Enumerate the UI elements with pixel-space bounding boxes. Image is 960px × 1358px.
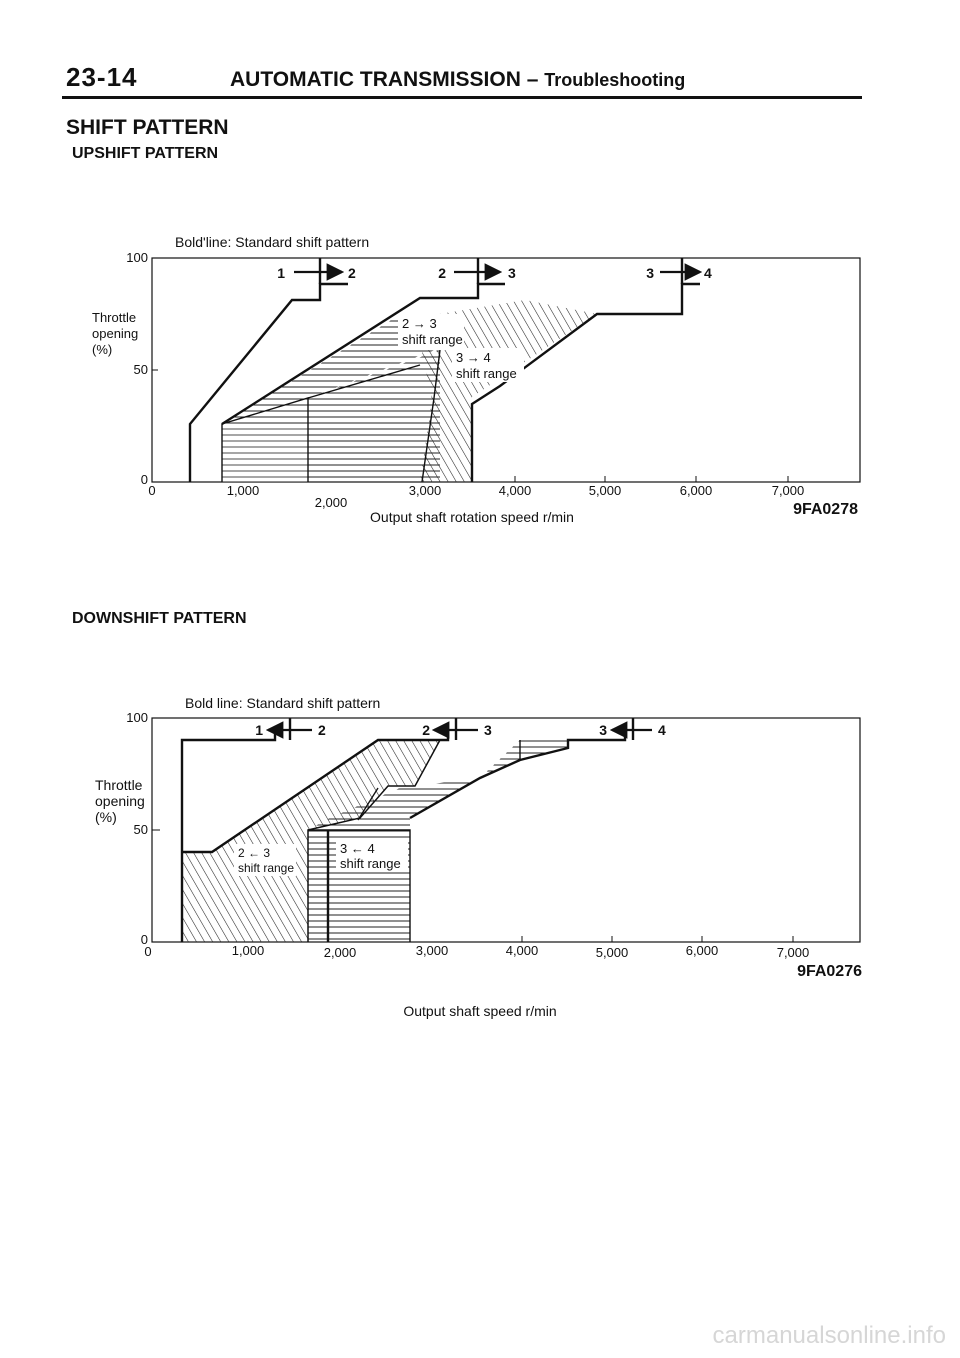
downshift-range-label-3-4-l1: 3 ← 4 — [340, 841, 375, 856]
downshift-range-label-3-4-l2: shift range — [340, 856, 401, 871]
watermark: carmanualsonline.info — [712, 1322, 946, 1349]
upshift-legend: Bold'line: Standard shift pattern — [175, 234, 370, 250]
upshift-gear-from-2: 2 — [438, 265, 446, 281]
downshift-gear-to-4: 4 — [658, 722, 666, 738]
upshift-y-label-2: opening — [92, 326, 139, 341]
upshift-chart — [92, 234, 860, 525]
downshift-x-tick-5000: 5,000 — [595, 945, 629, 960]
downshift-range-label-2-3-l2: shift range — [238, 861, 295, 875]
downshift-x-tick-4000: 4,000 — [505, 943, 539, 958]
downshift-range-label-2-3-l1: 2 ← 3 — [238, 846, 271, 860]
downshift-heading: DOWNSHIFT PATTERN — [72, 610, 247, 627]
upshift-y-tick-100: 100 — [126, 250, 148, 265]
upshift-x-tick-0: 0 — [148, 483, 156, 498]
downshift-y-tick-100: 100 — [126, 710, 148, 725]
upshift-y-label-1: Throttle — [92, 310, 137, 325]
upshift-range-label-2-3-l1: 2 → 3 — [402, 316, 437, 331]
upshift-range-label-3-4-l1: 3 → 4 — [456, 350, 491, 365]
upshift-gear-to-4: 4 — [704, 265, 712, 281]
chapter-title: AUTOMATIC TRANSMISSION — [230, 68, 521, 91]
upshift-x-tick-4000: 4,000 — [498, 483, 532, 498]
downshift-y-tick-50: 50 — [133, 822, 148, 837]
upshift-gear-from-3: 3 — [646, 265, 654, 281]
downshift-x-label: Output shaft speed r/min — [403, 1003, 557, 1019]
downshift-gear-to-3: 3 — [484, 722, 492, 738]
downshift-gear-from-3: 3 — [599, 722, 607, 738]
upshift-x-tick-3000: 3,000 — [408, 483, 442, 498]
downshift-gear-from-2: 2 — [422, 722, 430, 738]
downshift-x-tick-7000: 7,000 — [776, 945, 810, 960]
downshift-legend: Bold line: Standard shift pattern — [185, 695, 381, 711]
upshift-gear-to-3: 3 — [508, 265, 516, 281]
upshift-y-label-3: (%) — [92, 342, 113, 357]
upshift-x-tick-2000: 2,000 — [314, 495, 348, 510]
downshift-x-tick-6000: 6,000 — [685, 943, 719, 958]
downshift-x-tick-0: 0 — [144, 944, 152, 959]
upshift-range-label-3-4-l2: shift range — [456, 366, 517, 381]
downshift-figure-code: 9FA0276 — [797, 963, 862, 980]
upshift-gear-to-2: 2 — [348, 265, 356, 281]
upshift-range-label-2-3-l2: shift range — [402, 332, 463, 347]
downshift-y-label-3: (%) — [95, 809, 117, 825]
page-number: 23-14 — [66, 62, 138, 92]
downshift-gear-to-2: 2 — [318, 722, 326, 738]
upshift-y-tick-0: 0 — [140, 472, 148, 487]
upshift-x-tick-7000: 7,000 — [771, 483, 805, 498]
section-title: SHIFT PATTERN — [66, 116, 229, 139]
downshift-y-tick-0: 0 — [140, 932, 148, 947]
upshift-x-label: Output shaft rotation speed r/min — [370, 509, 574, 525]
upshift-figure-code: 9FA0278 — [793, 501, 858, 518]
downshift-x-tick-3000: 3,000 — [415, 943, 449, 958]
upshift-heading: UPSHIFT PATTERN — [72, 145, 219, 162]
downshift-gear-from-1: 1 — [255, 722, 263, 738]
upshift-gear-from-1: 1 — [277, 265, 285, 281]
upshift-x-tick-6000: 6,000 — [679, 483, 713, 498]
downshift-x-tick-1000: 1,000 — [231, 943, 265, 958]
upshift-x-tick-1000: 1,000 — [226, 483, 260, 498]
downshift-y-label-2: opening — [95, 793, 145, 809]
chapter-subtitle: Troubleshooting — [544, 70, 686, 90]
downshift-range-3-4-base — [308, 818, 410, 942]
upshift-y-tick-50: 50 — [133, 362, 148, 377]
downshift-x-tick-2000: 2,000 — [323, 945, 357, 960]
upshift-x-tick-5000: 5,000 — [588, 483, 622, 498]
title-separator: – — [526, 68, 539, 91]
downshift-y-label-1: Throttle — [95, 777, 143, 793]
downshift-chart — [95, 695, 862, 1019]
